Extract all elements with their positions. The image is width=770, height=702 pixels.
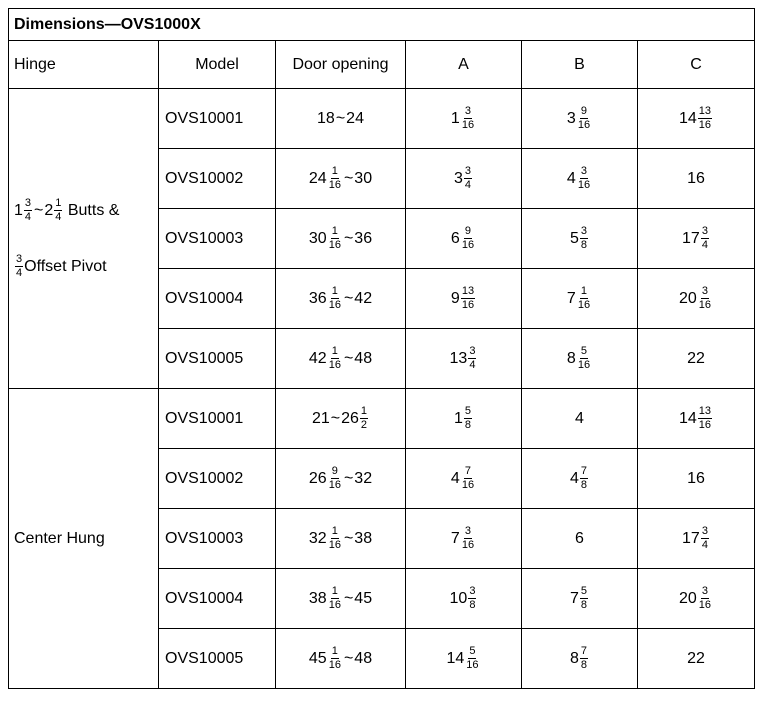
fraction [580, 226, 588, 251]
fraction-denominator: 8 [464, 419, 472, 431]
header-row [9, 41, 755, 89]
mixed-number [687, 350, 705, 368]
header-door-opening: Door opening [276, 41, 406, 89]
door-opening-range [309, 466, 372, 491]
mixed-number [451, 106, 476, 131]
dimension-b-cell [522, 629, 638, 689]
hinge-text: Offset Pivot [24, 257, 107, 275]
fraction-numerator: 3 [469, 345, 476, 357]
whole-number: 16 [687, 469, 705, 487]
fraction-numerator: 7 [580, 645, 588, 657]
header-model: Model [159, 41, 276, 89]
table-row [9, 389, 755, 449]
whole-number: 7 [569, 589, 579, 607]
fraction-denominator: 16 [461, 299, 475, 311]
whole-number: 36 [308, 289, 327, 307]
fraction-numerator: 3 [464, 525, 472, 537]
header-c: C [638, 41, 755, 89]
fraction [577, 286, 591, 311]
fraction-numerator: 1 [331, 645, 338, 657]
door-opening-range [312, 406, 369, 431]
fraction-numerator: 13 [698, 405, 712, 417]
fraction-denominator: 16 [461, 479, 475, 491]
whole-number: 22 [687, 349, 705, 367]
mixed-number [309, 286, 343, 311]
fraction-denominator: 8 [580, 239, 588, 251]
fraction-numerator: 13 [698, 105, 712, 117]
fraction-denominator: 16 [328, 479, 341, 491]
fraction-numerator: 7 [580, 465, 588, 477]
whole-number: 22 [687, 649, 705, 667]
table-row [9, 89, 755, 149]
fraction [580, 466, 588, 491]
fraction [328, 646, 342, 671]
mixed-number [451, 286, 476, 311]
whole-number: 14 [678, 109, 697, 127]
mixed-number [567, 346, 592, 371]
fraction-denominator: 16 [328, 299, 341, 311]
mixed-number [570, 586, 589, 611]
fraction-denominator: 16 [328, 179, 341, 191]
whole-number: 20 [678, 289, 697, 307]
range-separator: ~ [343, 169, 354, 187]
mixed-number [567, 166, 592, 191]
whole-number: 45 [354, 589, 373, 607]
whole-number: 42 [354, 289, 373, 307]
fraction-denominator: 16 [577, 359, 591, 371]
mixed-number [354, 590, 372, 608]
whole-number: 10 [449, 589, 468, 607]
whole-number: 7 [566, 289, 576, 307]
mixed-number [682, 526, 710, 551]
mixed-number [679, 406, 713, 431]
hinge-line-1 [14, 198, 119, 224]
mixed-number [679, 586, 713, 611]
mixed-number [354, 170, 372, 188]
header-b: B [522, 41, 638, 89]
mixed-number [309, 646, 343, 671]
whole-number: 38 [308, 589, 327, 607]
door-opening-cell [276, 509, 406, 569]
range-separator: ~ [330, 409, 341, 427]
door-opening-cell [276, 449, 406, 509]
fraction-denominator: 16 [328, 659, 341, 671]
mixed-number [682, 226, 710, 251]
whole-number: 8 [566, 349, 576, 367]
mixed-number [450, 586, 478, 611]
fraction [468, 586, 476, 611]
hinge-text: Butts & [63, 201, 120, 219]
whole-number: 1 [14, 201, 23, 219]
door-opening-range [309, 346, 372, 371]
mixed-number [354, 230, 372, 248]
dimension-c-cell [638, 509, 755, 569]
whole-number: 2 [44, 201, 54, 219]
whole-number: 14 [678, 409, 697, 427]
whole-number: 48 [354, 649, 373, 667]
fraction [580, 646, 588, 671]
door-opening-cell [276, 569, 406, 629]
fraction [328, 466, 342, 491]
mixed-number [687, 650, 705, 668]
fraction-denominator: 4 [16, 267, 23, 279]
model-cell: OVS10005 [159, 629, 276, 689]
fraction-numerator: 1 [360, 405, 368, 417]
hinge-cell [9, 89, 159, 389]
whole-number: 4 [575, 409, 584, 427]
fraction-denominator: 16 [461, 119, 475, 131]
fraction-denominator: 16 [328, 599, 341, 611]
fraction-numerator: 9 [580, 105, 588, 117]
model-cell: OVS10005 [159, 329, 276, 389]
fraction-numerator: 3 [24, 197, 32, 209]
fraction [461, 106, 475, 131]
fraction [328, 226, 342, 251]
fraction-denominator: 16 [698, 419, 712, 431]
dimension-a-cell [406, 329, 522, 389]
dimension-a-cell [406, 449, 522, 509]
range-separator: ~ [343, 529, 354, 547]
fraction-numerator: 7 [464, 465, 472, 477]
dimension-a-cell [406, 149, 522, 209]
whole-number: 17 [682, 529, 700, 547]
fraction-denominator: 16 [461, 539, 475, 551]
dimension-c-cell [638, 389, 755, 449]
fraction-numerator: 1 [580, 285, 588, 297]
fraction [328, 586, 342, 611]
dimension-b-cell [522, 449, 638, 509]
fraction-numerator: 3 [469, 585, 476, 597]
whole-number: 1 [453, 409, 463, 427]
fraction [15, 254, 23, 279]
mixed-number [346, 110, 364, 128]
dimension-b-cell [522, 389, 638, 449]
dimension-a-cell [406, 209, 522, 269]
whole-number: 36 [354, 229, 373, 247]
mixed-number [354, 290, 372, 308]
hinge-line-2 [14, 254, 107, 280]
whole-number: 4 [566, 169, 576, 187]
dimension-c-cell [638, 629, 755, 689]
mixed-number [354, 650, 372, 668]
mixed-number [570, 226, 589, 251]
whole-number: 20 [678, 589, 697, 607]
fraction [54, 198, 62, 223]
fraction [461, 466, 475, 491]
fraction-denominator: 16 [698, 299, 712, 311]
dimensions-table [8, 8, 755, 689]
fraction-numerator: 5 [464, 405, 472, 417]
fraction-denominator: 16 [577, 179, 591, 191]
whole-number: 4 [569, 469, 579, 487]
door-opening-cell [276, 629, 406, 689]
dimension-a-cell [406, 569, 522, 629]
fraction [328, 166, 342, 191]
mixed-number [309, 466, 343, 491]
fraction-denominator: 16 [698, 119, 712, 131]
model-cell: OVS10003 [159, 509, 276, 569]
dimension-c-cell [638, 449, 755, 509]
dimension-a-cell [406, 389, 522, 449]
whole-number: 9 [450, 289, 460, 307]
range-separator: ~ [343, 229, 354, 247]
fraction-numerator: 1 [331, 285, 338, 297]
whole-number: 7 [450, 529, 460, 547]
fraction [698, 106, 712, 131]
range-separator: ~ [343, 649, 354, 667]
whole-number: 13 [449, 349, 468, 367]
mixed-number [687, 470, 705, 488]
fraction-numerator: 13 [461, 285, 475, 297]
whole-number: 4 [450, 469, 460, 487]
dimension-a-cell [406, 269, 522, 329]
fraction [577, 346, 591, 371]
dimension-a-cell [406, 629, 522, 689]
dimension-c-cell [638, 329, 755, 389]
mixed-number [679, 286, 713, 311]
mixed-number [570, 646, 589, 671]
mixed-number [309, 346, 343, 371]
mixed-number [567, 286, 592, 311]
mixed-number [354, 470, 372, 488]
mixed-number [309, 526, 343, 551]
door-opening-range [309, 586, 372, 611]
fraction [698, 286, 712, 311]
fraction-numerator: 9 [464, 225, 472, 237]
header-hinge: Hinge [9, 41, 159, 89]
dimension-b-cell [522, 569, 638, 629]
mixed-number [454, 406, 473, 431]
hinge-text: Center Hung [14, 529, 105, 547]
whole-number: 30 [354, 169, 373, 187]
mixed-number [317, 110, 335, 128]
door-opening-cell [276, 389, 406, 449]
fraction-numerator: 9 [331, 465, 338, 477]
fraction-denominator: 4 [701, 539, 708, 551]
whole-number: 38 [354, 529, 373, 547]
fraction-denominator: 16 [328, 539, 341, 551]
mixed-number [312, 410, 330, 428]
dimension-b-cell [522, 509, 638, 569]
fraction-denominator: 16 [577, 299, 591, 311]
whole-number: 6 [450, 229, 460, 247]
fraction [360, 406, 368, 431]
range-separator: ~ [343, 469, 354, 487]
whole-number: 16 [687, 169, 705, 187]
mixed-number [446, 646, 480, 671]
mixed-number [309, 586, 343, 611]
door-opening-range [309, 286, 372, 311]
whole-number: 24 [308, 169, 327, 187]
dimension-c-cell [638, 149, 755, 209]
fraction-numerator: 5 [580, 345, 588, 357]
whole-number: 24 [346, 109, 364, 127]
range-separator: ~ [343, 589, 354, 607]
fraction-numerator: 3 [580, 165, 588, 177]
fraction-numerator: 3 [464, 105, 472, 117]
fraction-numerator: 1 [331, 585, 338, 597]
mixed-number [309, 226, 343, 251]
dimension-b-cell [522, 329, 638, 389]
fraction [577, 106, 591, 131]
range-separator: ~ [335, 109, 346, 127]
fraction [465, 646, 479, 671]
fraction [577, 166, 591, 191]
fraction-denominator: 4 [469, 359, 476, 371]
whole-number: 17 [682, 229, 700, 247]
fraction [701, 526, 709, 551]
fraction [328, 526, 342, 551]
door-opening-cell [276, 329, 406, 389]
whole-number: 6 [575, 529, 584, 547]
mixed-number [451, 466, 476, 491]
fraction [461, 286, 475, 311]
model-cell: OVS10004 [159, 569, 276, 629]
range-separator: ~ [343, 349, 354, 367]
mixed-number [451, 226, 476, 251]
whole-number: 5 [569, 229, 579, 247]
door-opening-cell [276, 149, 406, 209]
fraction-numerator: 5 [469, 645, 476, 657]
whole-number: 26 [308, 469, 327, 487]
dimension-b-cell [522, 209, 638, 269]
whole-number: 8 [569, 649, 579, 667]
header-a: A [406, 41, 522, 89]
model-cell: OVS10002 [159, 149, 276, 209]
fraction-numerator: 3 [701, 285, 708, 297]
door-opening-cell [276, 209, 406, 269]
dimension-a-cell [406, 509, 522, 569]
dimension-a-cell [406, 89, 522, 149]
fraction [464, 406, 472, 431]
fraction [468, 346, 476, 371]
fraction-denominator: 4 [24, 211, 32, 223]
whole-number: 3 [566, 109, 576, 127]
fraction [698, 586, 712, 611]
door-opening-range [309, 526, 372, 551]
whole-number: 1 [450, 109, 460, 127]
fraction-numerator: 1 [331, 225, 338, 237]
mixed-number [567, 106, 592, 131]
range-separator: ~ [343, 289, 354, 307]
model-cell: OVS10001 [159, 389, 276, 449]
fraction-denominator: 8 [580, 659, 588, 671]
dimension-c-cell [638, 269, 755, 329]
model-cell: OVS10003 [159, 209, 276, 269]
dimension-b-cell [522, 89, 638, 149]
fraction-denominator: 16 [466, 659, 479, 671]
dimension-c-cell [638, 89, 755, 149]
fraction-denominator: 8 [580, 479, 588, 491]
fraction-denominator: 16 [328, 359, 341, 371]
table-title: Dimensions—OVS1000X [9, 9, 755, 41]
mixed-number [451, 526, 476, 551]
fraction-numerator: 3 [701, 225, 708, 237]
door-opening-range [309, 166, 372, 191]
fraction [580, 586, 588, 611]
door-opening-range [309, 226, 372, 251]
whole-number: 42 [308, 349, 327, 367]
model-cell: OVS10001 [159, 89, 276, 149]
model-cell: OVS10002 [159, 449, 276, 509]
fraction-numerator: 1 [55, 197, 62, 209]
fraction-numerator: 3 [701, 525, 708, 537]
dimension-b-cell [522, 269, 638, 329]
mixed-number [575, 410, 584, 428]
fraction [698, 406, 712, 431]
fraction [701, 226, 709, 251]
fraction-denominator: 8 [469, 599, 476, 611]
model-cell: OVS10004 [159, 269, 276, 329]
fraction [328, 346, 342, 371]
mixed-number [354, 350, 372, 368]
fraction-denominator: 16 [698, 599, 712, 611]
mixed-number [687, 170, 705, 188]
hinge-cell [9, 389, 159, 689]
whole-number: 21 [311, 409, 330, 427]
mixed-number [454, 166, 473, 191]
whole-number: 32 [354, 469, 373, 487]
door-opening-cell [276, 89, 406, 149]
fraction-denominator: 4 [55, 211, 62, 223]
fraction-numerator: 1 [331, 345, 338, 357]
whole-number: 18 [317, 109, 335, 127]
fraction [328, 286, 342, 311]
door-opening-range [317, 110, 364, 128]
whole-number: 45 [308, 649, 327, 667]
fraction-numerator: 3 [580, 225, 588, 237]
fraction-denominator: 16 [577, 119, 591, 131]
fraction-denominator: 4 [701, 239, 708, 251]
dimension-c-cell [638, 569, 755, 629]
whole-number: 48 [354, 349, 373, 367]
mixed-number [309, 166, 343, 191]
door-opening-range [309, 646, 372, 671]
mixed-number [341, 406, 369, 431]
fraction-denominator: 16 [328, 239, 341, 251]
fraction-numerator: 3 [701, 585, 708, 597]
whole-number: 30 [308, 229, 327, 247]
range-separator: ~ [34, 201, 44, 219]
fraction [461, 226, 475, 251]
fraction-denominator: 16 [461, 239, 475, 251]
mixed-number [450, 346, 478, 371]
mixed-number [570, 466, 589, 491]
whole-number: 3 [453, 169, 463, 187]
fraction-numerator: 1 [331, 165, 338, 177]
whole-number: 26 [341, 409, 359, 427]
fraction-numerator: 3 [464, 165, 472, 177]
fraction-denominator: 4 [464, 179, 472, 191]
mixed-number [575, 530, 584, 548]
fraction [464, 166, 472, 191]
mixed-number [354, 530, 372, 548]
door-opening-cell [276, 269, 406, 329]
dimension-c-cell [638, 209, 755, 269]
fraction [24, 198, 32, 223]
fraction-numerator: 3 [16, 253, 23, 265]
fraction-denominator: 8 [580, 599, 588, 611]
fraction-denominator: 2 [360, 419, 368, 431]
dimension-b-cell [522, 149, 638, 209]
fraction [461, 526, 475, 551]
mixed-number [679, 106, 713, 131]
whole-number: 14 [446, 649, 465, 667]
fraction-numerator: 5 [580, 585, 588, 597]
whole-number: 32 [308, 529, 327, 547]
fraction-numerator: 1 [331, 525, 338, 537]
